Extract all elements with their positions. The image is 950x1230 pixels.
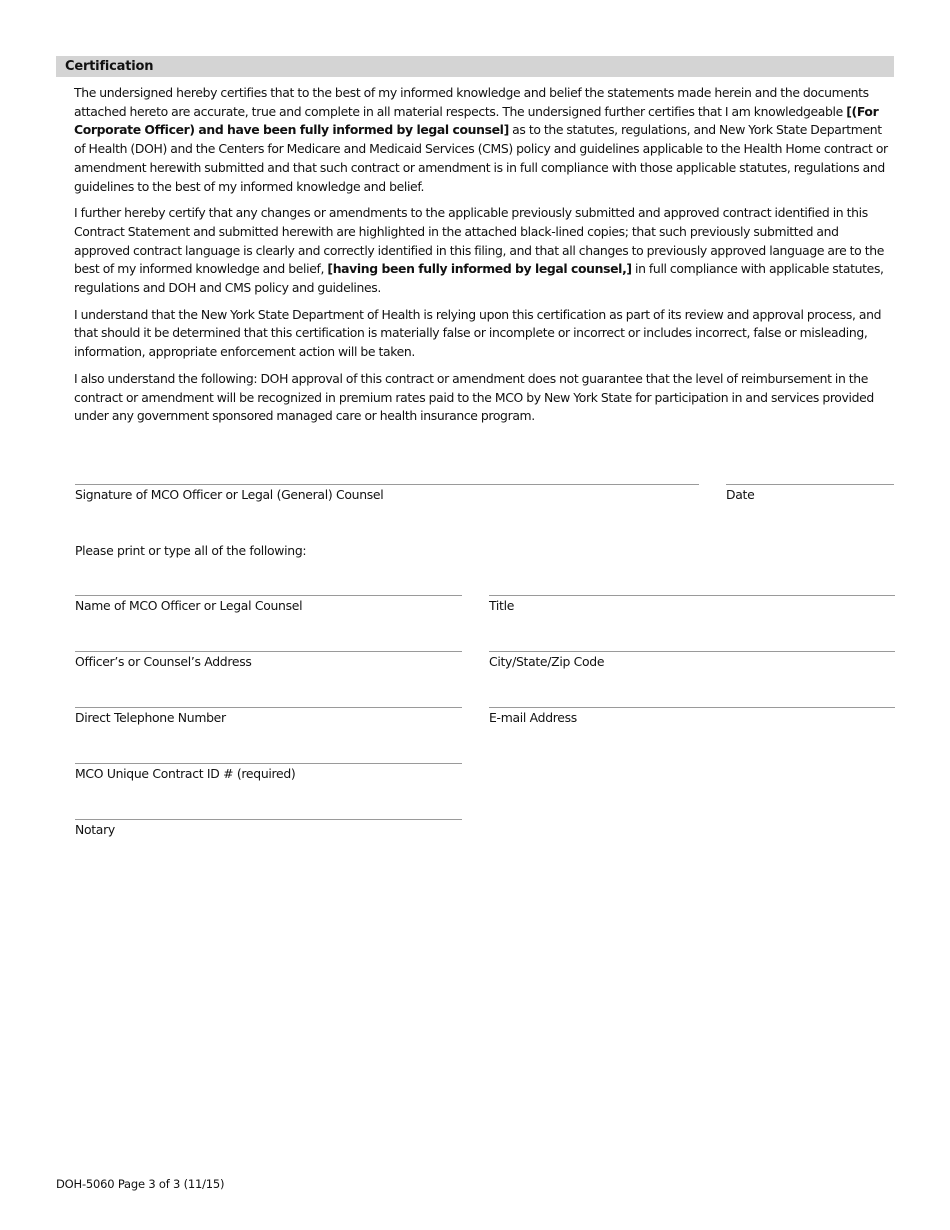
contract-id-field[interactable] bbox=[75, 763, 462, 764]
instructions-text: Please print or type all of the following: bbox=[75, 543, 307, 558]
certification-text bbox=[74, 84, 896, 434]
name-label: Name of MCO Officer or Legal Counsel bbox=[75, 598, 303, 613]
form-footer: DOH-5060 Page 3 of 3 (11/15) bbox=[56, 1177, 225, 1191]
title-field[interactable] bbox=[489, 595, 895, 596]
signature-field[interactable] bbox=[75, 484, 699, 485]
phone-label: Direct Telephone Number bbox=[75, 710, 226, 725]
city-state-zip-label: City/State/Zip Code bbox=[489, 654, 605, 669]
title-label: Title bbox=[489, 598, 515, 613]
signature-label: Signature of MCO Officer or Legal (General) Counsel bbox=[75, 487, 384, 502]
notary-label: Notary bbox=[75, 822, 115, 837]
email-field[interactable] bbox=[489, 707, 895, 708]
date-field[interactable] bbox=[726, 484, 894, 485]
paragraph-1-bold: [(For Corporate Officer) and have been fully informed by legal counsel] bbox=[74, 103, 879, 138]
address-label: Officer’s or Counsel’s Address bbox=[75, 654, 252, 669]
paragraph-3: I understand that the New York State Department of Health is relying upon this certification as part of its review and approval process, and that should it be determined that this certification is materially false or incomplete or incorrect or includes incorrect, false or misleading, information, appropriate enforcement action will be taken. bbox=[74, 306, 882, 360]
paragraph-2 bbox=[74, 204, 896, 298]
paragraph-2-bold: [having been fully informed by legal counsel,] bbox=[327, 261, 632, 277]
phone-field[interactable] bbox=[75, 707, 462, 708]
paragraph-1-text-b: as to the statutes, regulations, and New York State Department of Health (DOH) and the Centers for Medicare and Medicaid Services (CMS) policy and guidelines applicable to the Health Home contract or amendment herewith submitted and that such contract or amendment is in full compliance with those applicable statutes, regulations and guidelines to the best of my informed knowledge and belief. bbox=[74, 122, 888, 194]
paragraph-2-text-b: in full compliance with applicable statutes, regulations and DOH and CMS policy and guidelines. bbox=[74, 261, 884, 296]
paragraph-2-text-a: I further hereby certify that any changes or amendments to the applicable previously submitted and approved contract identified in this Contract Statement and submitted herewith are highlighted in the attached black-lined copies; that such previously submitted and approved contract language is clearly and correctly identified in this filing, and that all changes to previously approved language are to the best of my informed knowledge and belief, bbox=[74, 205, 884, 277]
date-label: Date bbox=[726, 487, 755, 502]
section-title: Certification bbox=[56, 56, 894, 77]
paragraph-1-text-a: The undersigned hereby certifies that to the best of my informed knowledge and belief the statements made herein and the documents attached hereto are accurate, true and complete in all material respects. The undersigned further certifies that I am knowledgeable bbox=[74, 85, 869, 119]
email-label: E-mail Address bbox=[489, 710, 577, 725]
name-field[interactable] bbox=[75, 595, 462, 596]
city-state-zip-field[interactable] bbox=[489, 651, 895, 652]
paragraph-4: I also understand the following: DOH approval of this contract or amendment does not guarantee that the level of reimbursement in the contract or amendment will be recognized in premium rates paid to the MCO by New York State for participation in and services provided under any government sponsored managed care or health insurance program. bbox=[74, 370, 874, 424]
contract-id-label: MCO Unique Contract ID # (required) bbox=[75, 766, 296, 781]
address-field[interactable] bbox=[75, 651, 462, 652]
paragraph-1 bbox=[74, 84, 896, 196]
notary-field[interactable] bbox=[75, 819, 462, 820]
